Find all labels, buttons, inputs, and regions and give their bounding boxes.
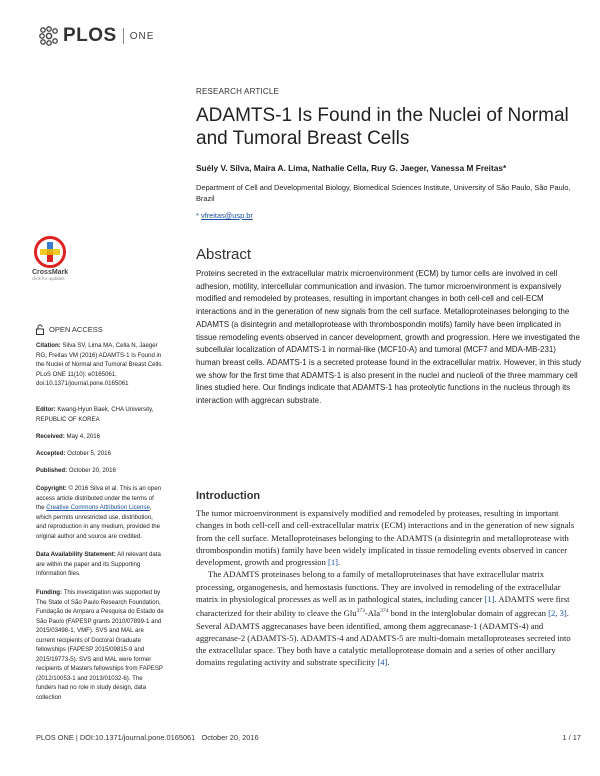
citation-ref[interactable]: [4]	[377, 657, 388, 668]
received-label: Received:	[36, 433, 65, 440]
citation-ref[interactable]: [1]	[327, 557, 339, 568]
footer-citation: PLOS ONE | DOI:10.1371/journal.pone.0165061 October 20, 2016	[36, 733, 259, 742]
license-link[interactable]: Creative Commons Attribution License	[46, 504, 150, 511]
crossmark-badge[interactable]	[32, 236, 72, 281]
intro-paragraph-2: The ADAMTS proteinases belong to a family of metalloproteinases that have extracellular matrix processing, organogenesis, and hemostasis functions. They are involved in remodeling of the extracellular matrix in physiological processes as well as in pathological states, including cancer [1]. ADAMTS were first characterized for their ability to cleave the Glu$^{373}$-Ala$^{374}$ bond in the interglobular domain of aggrecan [2, 3]. Several ADAMTS aggrecanases have been identified, among them aggrecanase-1 (ADAMTS-4) and aggrecanase-2 (ADAMTS-5). ADAMTS-4 and ADAMTS-5 are multi-domain metalloproteases secreted into the extracellular space. They both have a catalytic metalloprotease domain and a series of other ancillary domains regulating activity and substrate specificity [4].	[196, 569, 571, 668]
received-block	[36, 432, 164, 442]
crossmark-sub: click for updates	[32, 276, 65, 281]
citation-label: Citation:	[36, 342, 61, 349]
copyright-text-post: , which permits unrestricted use, distribution, and reproduction in any medium, provided the original author and source are credited.	[36, 504, 160, 540]
accepted-label: Accepted:	[36, 450, 66, 457]
editor-block	[36, 405, 164, 424]
page-number: 1 / 17	[562, 733, 581, 742]
logo-divider	[123, 28, 124, 44]
copyright-text-pre: © 2016 Silva et al. This is an open access article distributed under the terms of the	[36, 485, 161, 511]
copyright-block	[36, 484, 164, 541]
introduction-heading: Introduction	[196, 490, 261, 502]
publisher-name: PLOS	[63, 25, 117, 46]
editor-text: Kwang-Hyun Baek, CHA University, REPUBLIC OF KOREA	[36, 406, 154, 423]
accepted-block	[36, 449, 164, 459]
abstract-heading: Abstract	[196, 246, 252, 263]
open-access-badge	[36, 324, 103, 335]
article-type: RESEARCH ARTICLE	[196, 87, 280, 96]
email-link[interactable]: vfreitas@usp.br	[200, 211, 253, 220]
corresponding-email	[196, 211, 253, 220]
introduction-body	[196, 507, 582, 669]
data-availability-block	[36, 550, 164, 579]
open-lock-icon	[36, 324, 44, 335]
funding-block	[36, 588, 164, 702]
intro-paragraph-1: The tumor microenvironment is expansively modified and remodeled by proteases, resulting in important changes in both cell-cell and cell-extracellular matrix (ECM) interactions and in the generation of new signals from the cell surface. Metalloproteinases belonging to the ADAMTS (a disintegrin and metalloprotease with thrombospondin motifs) family have been widely implicated in tissue remodeling events observed in cancer development, growth and progression [1].	[196, 508, 575, 568]
data-availability-label: Data Availability Statement:	[36, 551, 116, 558]
abstract-text: Proteins secreted in the extracellular matrix microenvironment (ECM) by tumor cells are involved in cell adhesion, motility, intercellular communication and invasion. The tumor microenvironment is expansively modified and remodeled by proteases, resulting in important changes in both cell-cell and cell-ECM interactions and in the generation of new signals from the cell surface. Metalloproteinases belonging to the ADAMTS (a disintegrin and metalloprotease with thrombospondin motifs) family have been implicated in tissue remodeling events observed in cancer development, growth and progression. Here we investigated the subcellular localization of ADAMTS-1 in normal-like (MCF10-A) and tumoral (MCF7 and MDA-MB-231) human breast cells. ADAMTS-1 is a secreted protease found in the extracellular matrix. However, in this study we show for the first time that ADAMTS-1 is also present in the nuclei and nucleoli of the three mammary cell lines studied here. Our findings indicate that ADAMTS-1 has proteolytic functions in the nucleus through its interaction with aggrecan substrate.	[196, 269, 582, 406]
crossmark-icon	[34, 236, 66, 268]
journal-logo	[38, 24, 154, 48]
funding-label: Funding:	[36, 589, 63, 596]
article-title: ADAMTS-1 Is Found in the Nuclei of Normal and Tumoral Breast Cells	[196, 105, 569, 149]
copyright-label: Copyright:	[36, 485, 67, 492]
author-list: Suély V. Silva, Maíra A. Lima, Nathalie Cella, Ruy G. Jaeger, Vanessa M Freitas*	[196, 163, 507, 173]
published-label: Published:	[36, 467, 68, 474]
citation-ref[interactable]: [1]	[484, 594, 495, 605]
published-date: October 20, 2016	[68, 467, 116, 474]
email-marker: *	[196, 211, 199, 220]
affiliation: Department of Cell and Developmental Biology, Biomedical Sciences Institute, University of São Paulo, São Paulo, Brazil	[196, 183, 571, 203]
citation-ref[interactable]: [2, 3]	[548, 608, 567, 619]
funding-text: This investigation was supported by The State of São Paulo Research Foundation, Fundação de Amparo a Pesquisa do Estado de São Paulo (FAPESP grants 2010/07899-1 and 2015/03498-1, VMF). SVS and MAL are current recipients of Doctoral Graduate fellowships (FAPESP 2015/09815-9 and 2015/19773-5). SVS and MAL were former recipients of Masters fellowships from FAPESP (2012/10053-1 and 2013/01032-6). The funders had no role in study design, data collection	[36, 589, 164, 701]
open-access-label: OPEN ACCESS	[49, 325, 103, 334]
accepted-date: October 5, 2016	[67, 450, 111, 457]
crossmark-label: CrossMark	[32, 269, 69, 276]
journal-name: ONE	[129, 30, 155, 42]
citation-text: Silva SV, Lima MA, Cella N, Jaeger RG, Freitas VM (2016) ADAMTS-1 Is Found in the Nuclei of Normal and Tumoral Breast Cells. PLoS ONE 11(10): e0165061. doi:10.1371/journal.pone.0165061	[36, 342, 164, 387]
plos-circles-icon	[38, 25, 60, 47]
editor-label: Editor:	[36, 406, 56, 413]
citation-block	[36, 341, 164, 389]
data-availability-text: All relevant data are within the paper and its Supporting Information files.	[36, 551, 161, 577]
received-date: May 4, 2016	[66, 433, 101, 440]
published-block	[36, 466, 164, 476]
